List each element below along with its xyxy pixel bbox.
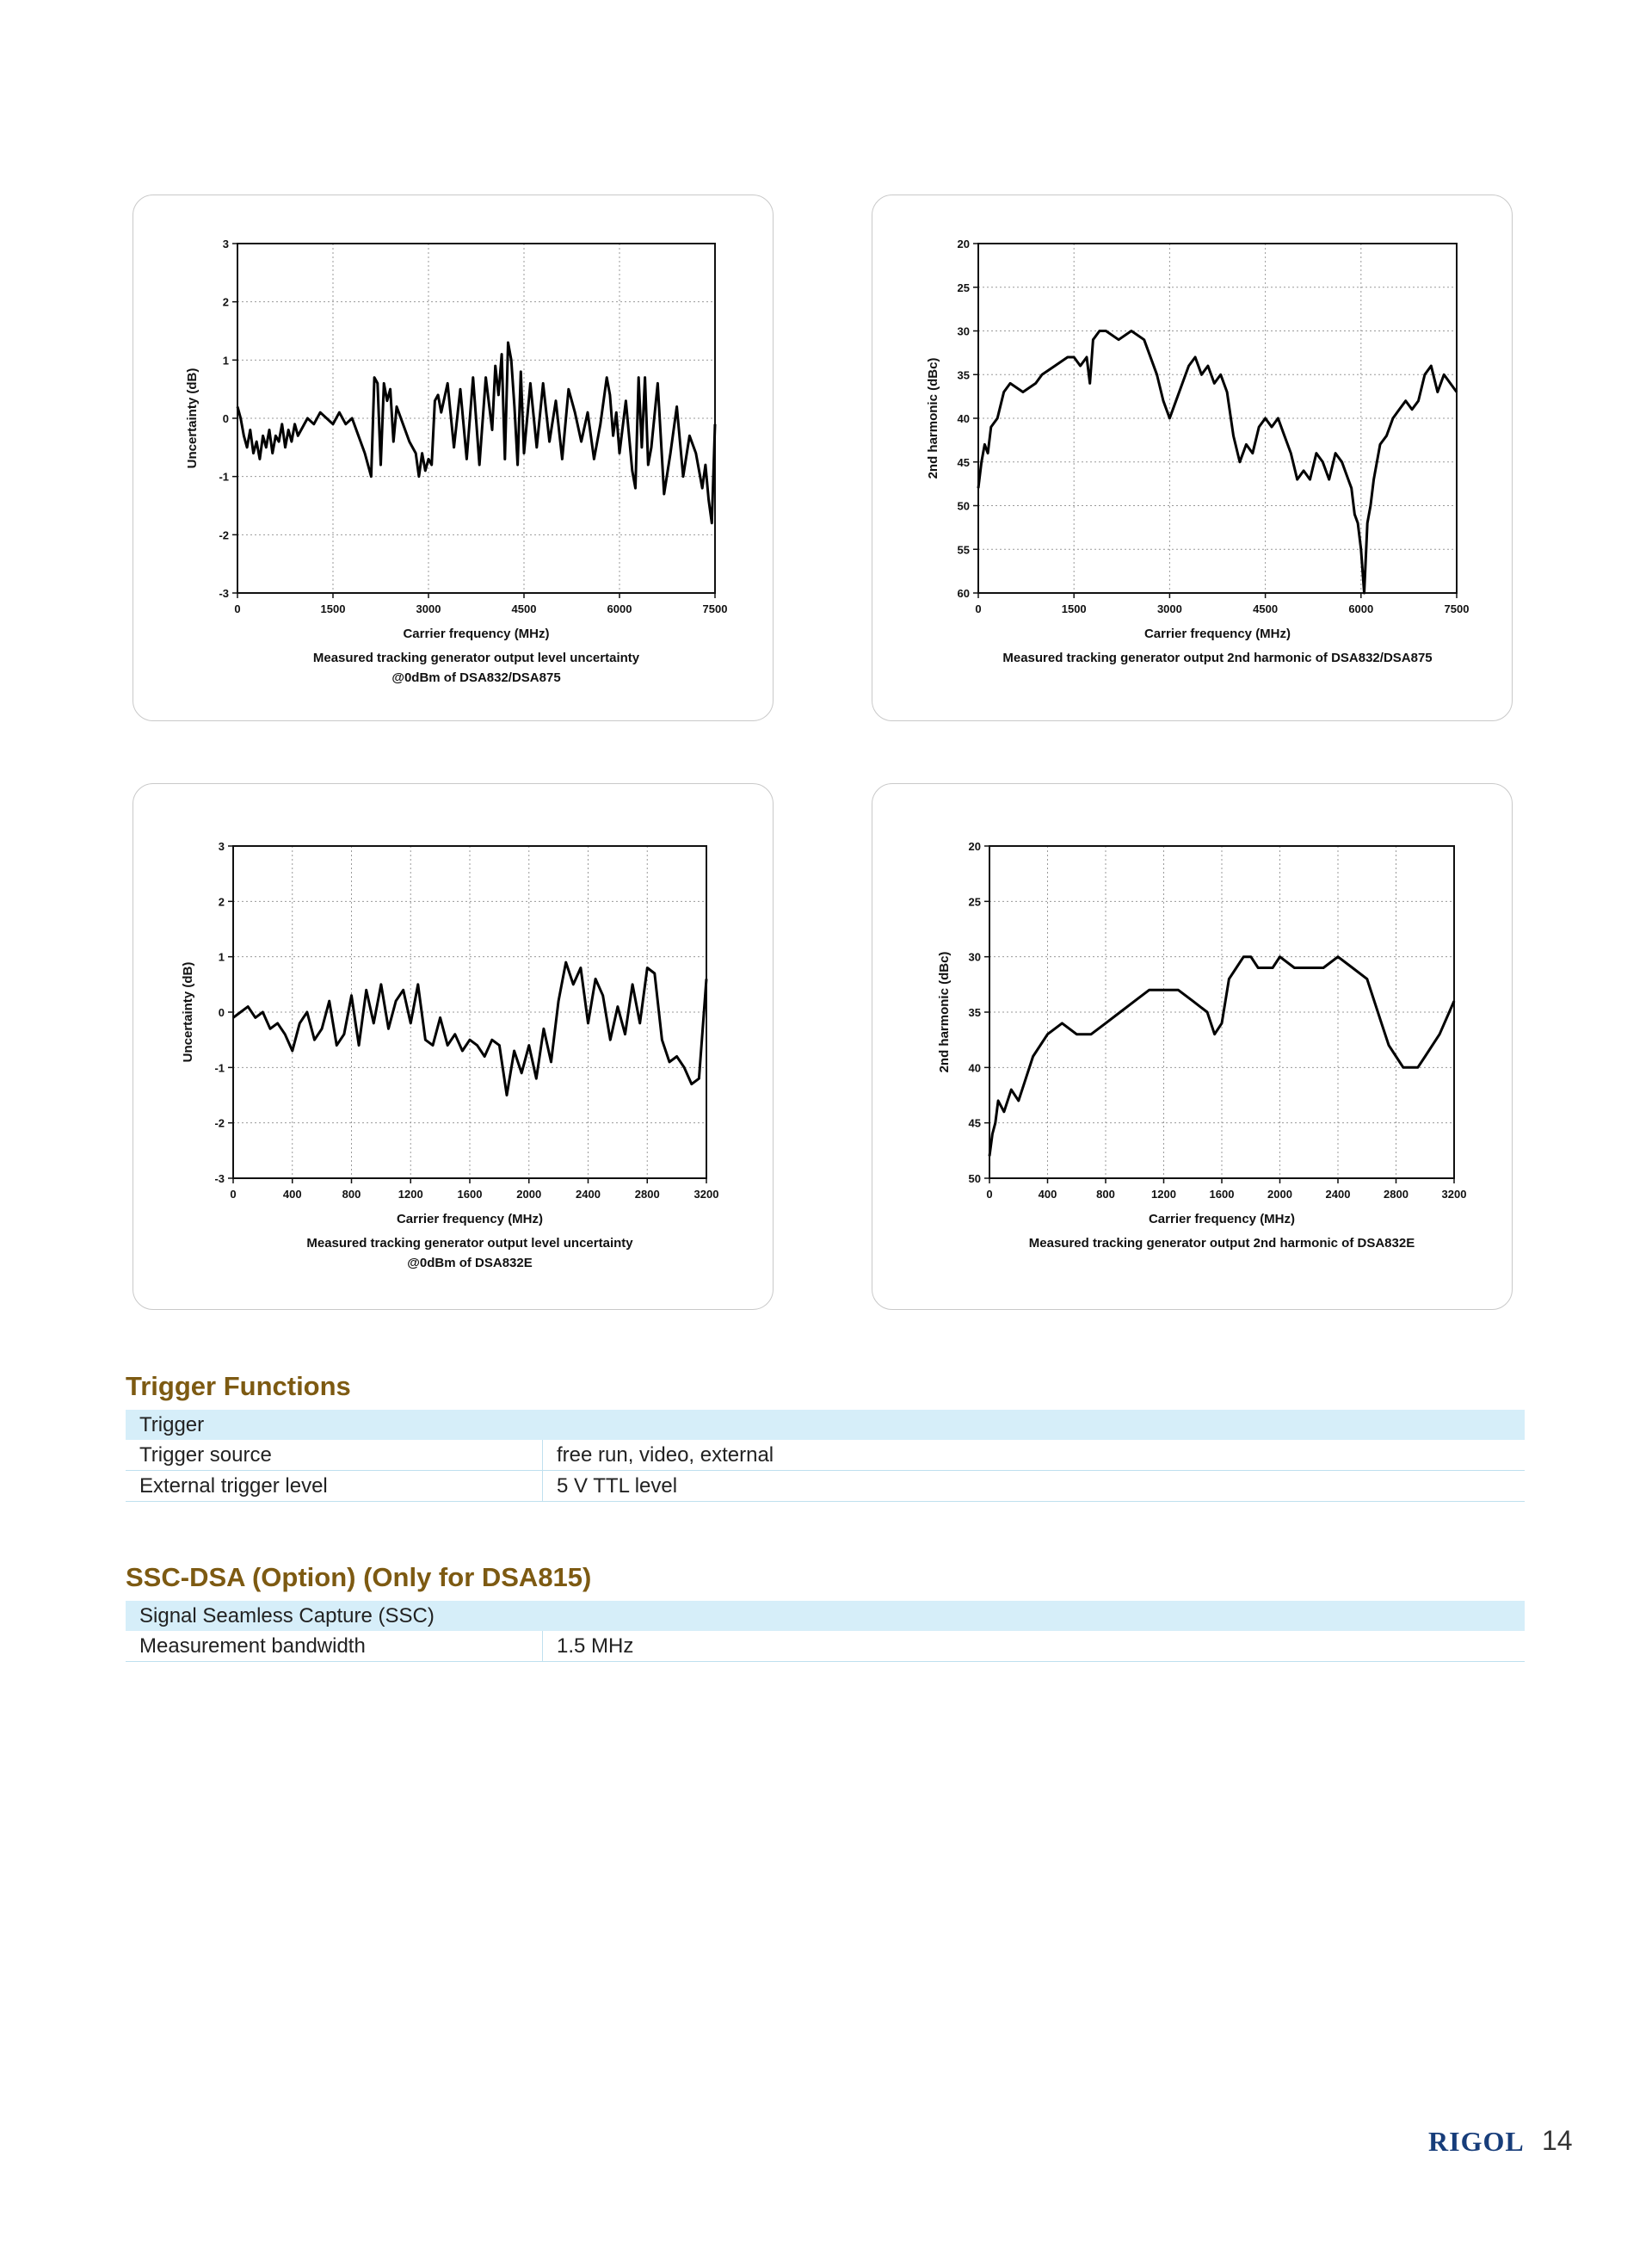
y-tick-label: 20: [968, 840, 981, 853]
x-tick-label: 6000: [607, 602, 632, 615]
x-tick-label: 1200: [1151, 1188, 1176, 1201]
y-axis-label: Uncertainty (dB): [181, 961, 195, 1063]
x-tick-label: 2000: [1267, 1188, 1292, 1201]
chart-panel-uncertainty-dsa832e: [133, 783, 774, 1310]
table-header: Signal Seamless Capture (SSC): [126, 1601, 1525, 1631]
x-tick-label: 2400: [1325, 1188, 1351, 1201]
chart-panel-harmonic-dsa832e: [872, 783, 1513, 1310]
x-tick-label: 1600: [457, 1188, 483, 1201]
y-tick-label: 2: [222, 295, 229, 309]
x-tick-label: 1500: [1061, 602, 1087, 615]
y-tick-label: 0: [222, 412, 229, 425]
y-tick-label: -2: [214, 1116, 225, 1130]
x-tick-label: 400: [282, 1188, 302, 1201]
plot-frame: [978, 244, 1457, 593]
y-axis-label: 2nd harmonic (dBc): [937, 951, 952, 1073]
x-tick-label: 2400: [576, 1188, 601, 1201]
x-tick-label: 2800: [1384, 1188, 1409, 1201]
y-tick-label: 60: [957, 587, 970, 600]
y-tick-label: 50: [957, 499, 970, 513]
y-tick-label: 35: [957, 368, 970, 382]
y-tick-label: 30: [957, 324, 970, 338]
chart-caption: Measured tracking generator output level uncertainty: [306, 1236, 633, 1251]
y-tick-label: -3: [214, 1172, 225, 1185]
y-axis-label: 2nd harmonic (dBc): [926, 357, 940, 479]
y-tick-label: 3: [222, 238, 229, 250]
table-header-row: [126, 1410, 1525, 1440]
table-row: [126, 1471, 1525, 1502]
x-tick-label: 1600: [1209, 1188, 1235, 1201]
y-tick-label: 40: [968, 1061, 981, 1075]
x-tick-label: 1500: [320, 602, 346, 615]
x-tick-label: 7500: [1444, 602, 1470, 615]
x-tick-label: 7500: [702, 602, 728, 615]
x-axis-label: Carrier frequency (MHz): [396, 1212, 544, 1226]
y-tick-label: -1: [219, 470, 229, 484]
chart-panel-harmonic-dsa832-dsa875: [872, 195, 1513, 721]
spec-label: Measurement bandwidth: [126, 1631, 543, 1662]
x-tick-label: 3000: [416, 602, 441, 615]
y-tick-label: 55: [957, 543, 970, 557]
chart-uncertainty-dsa832-dsa875: [133, 195, 774, 722]
y-axis-label: Uncertainty (dB): [185, 367, 200, 469]
y-tick-label: 35: [968, 1006, 981, 1019]
y-tick-label: 20: [957, 238, 970, 250]
chart-panel-uncertainty-dsa832-dsa875: [133, 195, 774, 721]
table-header: Trigger: [126, 1410, 1525, 1440]
y-tick-label: 2: [218, 895, 225, 909]
chart-harmonic-dsa832e: [872, 784, 1513, 1311]
chart-harmonic-dsa832-dsa875: [872, 195, 1513, 722]
y-tick-label: -3: [219, 587, 229, 600]
x-axis-label: Carrier frequency (MHz): [1148, 1212, 1296, 1226]
y-tick-label: 50: [968, 1172, 981, 1185]
chart-caption: Measured tracking generator output 2nd harmonic of DSA832E: [1028, 1236, 1415, 1251]
y-tick-label: -1: [214, 1061, 225, 1075]
spec-label: Trigger source: [126, 1440, 543, 1471]
x-tick-label: 0: [230, 1188, 237, 1201]
y-tick-label: 45: [968, 1116, 981, 1130]
x-tick-label: 2800: [634, 1188, 660, 1201]
x-tick-label: 0: [234, 602, 241, 615]
x-tick-label: 800: [1096, 1188, 1115, 1201]
table-row: [126, 1631, 1525, 1662]
rigol-logo: RIGOL: [1428, 2126, 1525, 2157]
section-title-ssc: SSC-DSA (Option) (Only for DSA815): [126, 1562, 592, 1592]
x-tick-label: 4500: [1253, 602, 1279, 615]
spec-value: free run, video, external: [543, 1440, 1526, 1471]
table-header-row: [126, 1601, 1525, 1631]
x-tick-label: 3200: [1441, 1188, 1467, 1201]
series-line: [237, 343, 715, 523]
y-tick-label: 30: [968, 950, 981, 964]
x-tick-label: 400: [1038, 1188, 1057, 1201]
chart-caption: @0dBm of DSA832E: [407, 1256, 533, 1270]
x-axis-label: Carrier frequency (MHz): [1143, 627, 1291, 641]
section-title-trigger: Trigger Functions: [126, 1371, 351, 1401]
ssc-spec-table: [126, 1601, 1525, 1662]
spec-label: External trigger level: [126, 1471, 543, 1502]
x-axis-label: Carrier frequency (MHz): [403, 627, 550, 641]
y-tick-label: -2: [219, 528, 229, 542]
chart-caption: Measured tracking generator output 2nd harmonic of DSA832/DSA875: [1002, 651, 1433, 665]
x-tick-label: 4500: [511, 602, 537, 615]
chart-uncertainty-dsa832e: [133, 784, 774, 1311]
x-tick-label: 3200: [693, 1188, 719, 1201]
spec-value: 5 V TTL level: [543, 1471, 1526, 1502]
chart-caption: @0dBm of DSA832/DSA875: [391, 670, 561, 685]
x-tick-label: 0: [975, 602, 982, 615]
table-row: [126, 1440, 1525, 1471]
y-tick-label: 0: [218, 1006, 225, 1019]
spec-value: 1.5 MHz: [543, 1631, 1526, 1662]
trigger-spec-table: [126, 1410, 1525, 1502]
x-tick-label: 6000: [1348, 602, 1374, 615]
x-tick-label: 2000: [516, 1188, 542, 1201]
y-tick-label: 25: [968, 895, 981, 909]
y-tick-label: 25: [957, 281, 970, 294]
x-tick-label: 800: [342, 1188, 361, 1201]
chart-caption: Measured tracking generator output level uncertainty: [312, 651, 640, 665]
x-tick-label: 1200: [398, 1188, 423, 1201]
y-tick-label: 3: [218, 840, 225, 853]
x-tick-label: 0: [986, 1188, 993, 1201]
y-tick-label: 40: [957, 412, 970, 425]
y-tick-label: 45: [957, 455, 970, 469]
y-tick-label: 1: [218, 950, 225, 964]
series-line: [978, 331, 1457, 594]
y-tick-label: 1: [222, 354, 229, 367]
page-number: 14: [1542, 2125, 1573, 2156]
x-tick-label: 3000: [1156, 602, 1182, 615]
